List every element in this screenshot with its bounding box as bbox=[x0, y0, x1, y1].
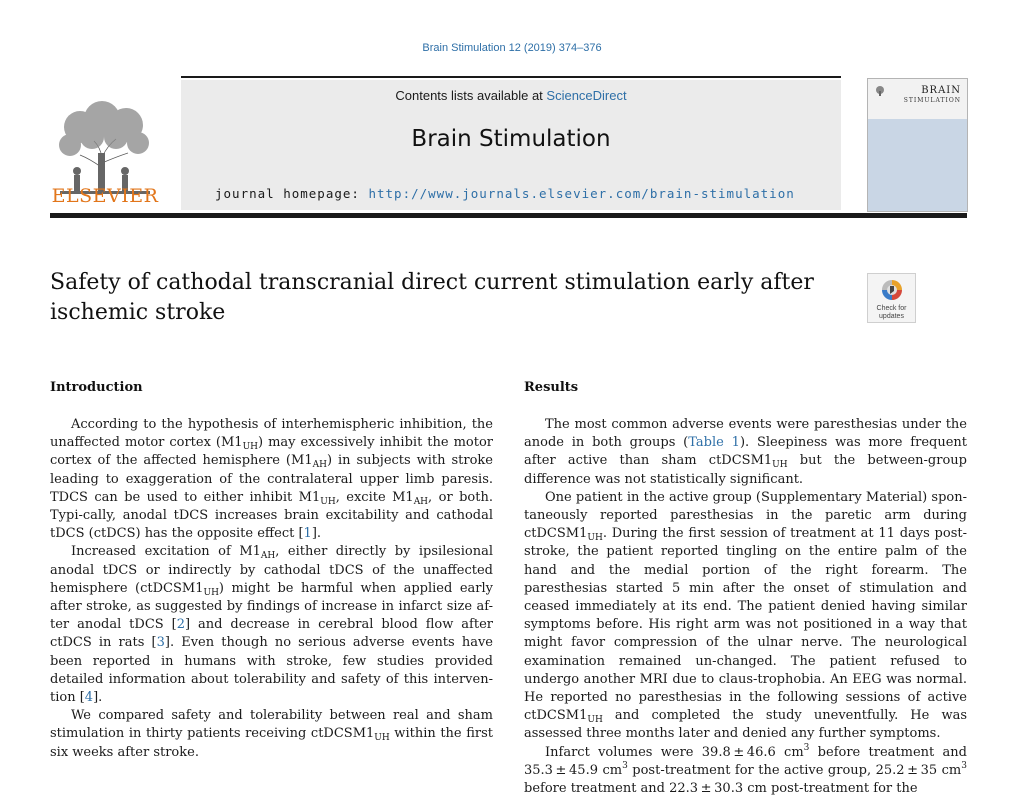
journal-homepage bbox=[215, 186, 795, 201]
reference-link[interactable]: 2 bbox=[176, 617, 185, 633]
contents-availability bbox=[181, 88, 841, 103]
table-link[interactable]: Table 1 bbox=[688, 435, 740, 451]
intro-paragraph-1: According to the hypothesis of interhemispheric inhibition, the unaffected motor cortex $(M1_{UH})$ may excessively inhibit the motor cortex of the affected hemisphere $(M1_{AH})$ in subjects with stroke leading to exaggeration of the contralateral upper limb paresis. TDCS can be used to either inhibit $M1_{UH}$, excite $M1_{AH}$, or both. Typi-cally, anodal tDCS increases brain excitability and cathodal tDCS (ctDCS) has the opposite effect [1]. bbox=[50, 417, 493, 542]
journal-cover-thumbnail[interactable] bbox=[867, 78, 968, 212]
results-heading: Results bbox=[524, 380, 579, 395]
check-for-updates-button[interactable] bbox=[867, 273, 916, 323]
intro-paragraph-2: Increased excitation of $M1_{AH}$, either directly by ipsilesional anodal tDCS or indirectly by cathodal tDCS of the unaffected hemisphere $(ctDCSM1_{UH})$ might be harmful when applied early after stroke, as suggested by findings of increase in infarct size af-ter anodal tDCS [2] and decrease in cerebral blood flow after ctDCS in rats [3]. Even though no serious adverse events have been reported in humans with stroke, few studies provided detailed information about tolerability and safety of this interven-tion [4]. bbox=[50, 544, 493, 706]
results-column bbox=[524, 416, 967, 798]
publisher-wordmark[interactable]: ELSEVIER bbox=[51, 185, 159, 207]
elsevier-mini-icon bbox=[874, 85, 886, 97]
results-paragraph-2: One patient in the active group (Supplementary Material) spon-taneously reported paresthesias in the paretic arm during $ctDCSM1_{UH}$. During the first session of treatment at 11 days post-stroke, the patient reported tingling on the entire palm of the hand and the medial portion of the right forearm. The paresthesias started 5 min after the onset of stimulation and ceased immediately at its end. The patient denied having similar symptoms before. His right arm was not positioned in a way that might favor compression of the ulnar nerve. The neurological examination remained un-changed. The patient refused to undergo another MRI due to claus-trophobia. An EEG was normal. He reported no paresthesias in the following sessions of active $ctDCSM1_{UH}$ and completed the study uneventfully. He was assessed three months later and denied any further symptoms. bbox=[524, 489, 967, 742]
header-bottom-rule bbox=[50, 213, 967, 218]
reference-link[interactable]: 3 bbox=[156, 635, 165, 651]
homepage-link[interactable]: http://www.journals.elsevier.com/brain-stimulation bbox=[368, 186, 795, 201]
sciencedirect-link[interactable]: ScienceDirect bbox=[546, 88, 627, 103]
results-paragraph-1: The most common adverse events were paresthesias under the anode in both groups (Table 1). Sleepiness was more frequent after active than sham $ctDCSM1_{UH}$ but the between-group difference was not statistically significant. bbox=[524, 417, 968, 487]
article-title: Safety of cathodal transcranial direct current stimulation early after ischemic stroke bbox=[50, 270, 814, 325]
introduction-heading: Introduction bbox=[50, 380, 143, 395]
results-paragraph-3: Infarct volumes were 39.8 ± 46.6 $cm^3$ before treatment and 35.3 ± 45.9 $cm^3$ post-treatment for the active group, 25.2 ± 35 $cm^3$ before treatment and 22.3 ± 30.3 cm post-treatment for the bbox=[524, 742, 967, 797]
intro-paragraph-3: We compared safety and tolerability between real and sham stimulation in thirty patients receiving $ctDCSM1_{UH}$ within the first six weeks after stroke. bbox=[50, 708, 493, 760]
homepage-label: journal homepage: bbox=[215, 186, 369, 201]
cover-subtitle: STIMULATION bbox=[903, 97, 961, 104]
journal-name: Brain Stimulation bbox=[411, 126, 611, 152]
contents-prefix: Contents lists available at bbox=[395, 88, 547, 103]
reference-link[interactable]: 1 bbox=[303, 526, 312, 542]
check-updates-icon bbox=[880, 278, 904, 302]
header-top-rule bbox=[181, 76, 841, 78]
check-updates-label: Check for updates bbox=[876, 305, 907, 320]
journal-citation[interactable]: Brain Stimulation 12 (2019) 374–376 bbox=[422, 42, 602, 54]
introduction-column bbox=[50, 416, 493, 762]
reference-link[interactable]: 4 bbox=[84, 690, 94, 706]
cover-title: BRAIN bbox=[921, 85, 961, 96]
